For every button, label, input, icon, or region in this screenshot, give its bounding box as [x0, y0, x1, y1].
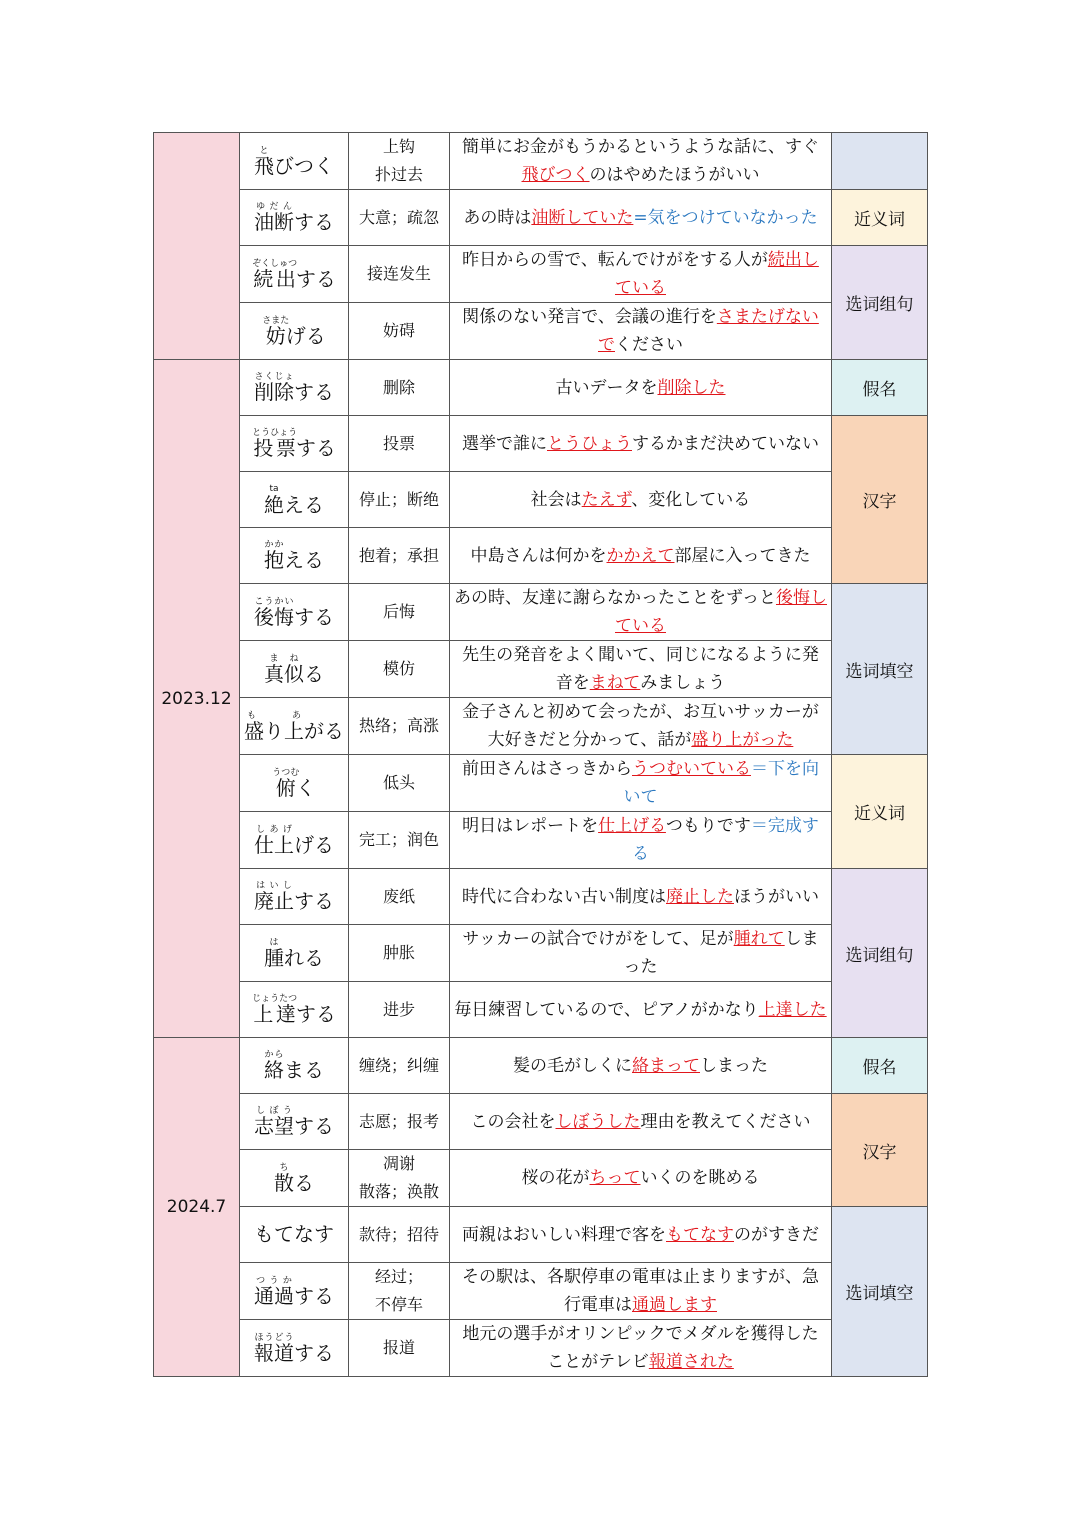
meaning-cell: [349, 1038, 450, 1094]
word-ruby: 後悔こうかい: [254, 596, 294, 629]
highlight-answer: 報道された: [648, 1352, 734, 1372]
word-ruby: 飛と: [254, 145, 274, 178]
sentence-cell: 先生の発音をよく聞いて、同じになるように発音をまねてみましょう: [450, 641, 832, 698]
word-cell: [240, 360, 349, 416]
meaning-cell: [349, 1320, 450, 1377]
meaning-text: 散落；涣散: [358, 1182, 439, 1201]
vocab-word: 後悔こうかいする: [254, 596, 334, 629]
furigana: さまた: [262, 315, 290, 326]
meaning-text: 抱着；承担: [358, 545, 439, 565]
furigana: さくじょ: [254, 372, 294, 382]
vocab-word: 腫はれる: [264, 937, 324, 970]
category-cell: 选词组句: [832, 869, 928, 1038]
highlight-answer: 絡まって: [632, 1055, 700, 1076]
sentence-cell: 社会はたえず、変化している: [450, 472, 832, 528]
sentence-cell: 古いデータを削除した: [450, 360, 832, 416]
meaning-text: 大意；疏忽: [358, 207, 439, 227]
vocab-word: 散ちる: [274, 1162, 314, 1195]
table-row: [154, 698, 928, 755]
meaning-text: 删除: [382, 377, 415, 397]
meaning-cell: [349, 812, 450, 869]
category-cell: 近义词: [832, 190, 928, 246]
category-cell: 选词填空: [832, 1207, 928, 1377]
meaning-cell: [349, 190, 450, 246]
vocab-word: 絶taえる: [264, 483, 324, 517]
highlight-answer: とうひょう: [547, 433, 632, 454]
vocab-word: 報道ほうどうする: [254, 1332, 334, 1365]
furigana: は: [264, 937, 284, 948]
word-cell: [240, 1207, 349, 1263]
date-cell: 2023.12: [154, 360, 240, 1038]
vocab-word: 志望しぼうする: [254, 1106, 334, 1138]
sentence-cell: 地元の選手がオリンピックでメダルを獲得したことがテレビ報道された: [450, 1320, 832, 1377]
meaning-text: 上钩: [382, 137, 415, 156]
meaning-cell: [349, 584, 450, 641]
category-cell: 假名: [832, 1038, 928, 1094]
highlight-answer: 油断していた: [531, 207, 634, 228]
table-row: [154, 584, 928, 641]
furigana: じょうたつ: [252, 994, 298, 1004]
word-ruby: 真似まね: [264, 653, 304, 686]
table-row: [154, 1263, 928, 1320]
meaning-text: 凋谢: [382, 1154, 415, 1173]
synonym-note: ＝下を向いて: [623, 759, 819, 807]
category-cell-empty: [832, 133, 928, 190]
sentence-cell: 時代に合わない古い制度は廃止したほうがいい: [450, 869, 832, 925]
sentence-cell: その駅は、各駅停車の電車は止まりますが、急行電車は通過します: [450, 1263, 832, 1320]
meaning-text: 模仿: [382, 659, 415, 678]
meaning-cell: [349, 869, 450, 925]
word-ruby: 絶ta: [264, 483, 284, 517]
word-cell: [240, 416, 349, 472]
table-row: [154, 1207, 928, 1263]
word-ruby: 腫は: [264, 937, 284, 970]
vocab-word: 盛り上も あがる: [244, 710, 344, 743]
word-cell: [240, 1094, 349, 1150]
date-cell: [154, 133, 240, 360]
furigana: はいし: [254, 881, 294, 891]
meaning-text: 完工；润色: [358, 830, 439, 849]
word-cell: [240, 303, 349, 360]
meaning-text: 肿胀: [382, 943, 415, 962]
furigana: ぞくしゅつ: [252, 258, 298, 269]
highlight-answer: 廃止した: [666, 886, 734, 907]
table-row: [154, 869, 928, 925]
word-cell: [240, 133, 349, 190]
word-cell: [240, 925, 349, 982]
meaning-cell: [349, 1263, 450, 1320]
table-row: [154, 190, 928, 246]
furigana: まね: [264, 653, 304, 664]
meaning-text: 低头: [382, 773, 415, 792]
meaning-text: 后悔: [382, 602, 415, 621]
meaning-cell: [349, 698, 450, 755]
word-ruby: 絡から: [264, 1050, 284, 1082]
word-cell: [240, 641, 349, 698]
vocab-word: 削除さくじょする: [254, 372, 334, 404]
meaning-cell: [349, 133, 450, 190]
sentence-cell: 明日はレポートを仕上げるつもりです＝完成する: [450, 812, 832, 869]
highlight-answer: うつむいている: [632, 759, 751, 779]
vocab-word: 俯うつむく: [272, 767, 316, 800]
sentence-cell: この会社をしぼうした理由を教えてください: [450, 1094, 832, 1150]
word-ruby: 通過つうか: [254, 1275, 294, 1308]
vocab-word: 真似まねる: [264, 653, 324, 686]
meaning-text: 妨碍: [382, 321, 415, 340]
vocab-word: 廃止はいしする: [254, 881, 334, 913]
highlight-answer: 続出している: [615, 250, 819, 298]
sentence-cell: 中島さんは何かをかかえて部屋に入ってきた: [450, 528, 832, 584]
word-cell: [240, 812, 349, 869]
word-cell: [240, 982, 349, 1038]
word-ruby: 仕上しあげ: [254, 824, 294, 857]
highlight-answer: 後悔している: [615, 588, 827, 636]
furigana: しぼう: [254, 1106, 294, 1116]
word-ruby: 油断ゆだん: [254, 202, 294, 234]
meaning-text: 经过；: [374, 1267, 423, 1286]
word-ruby: 削除さくじょ: [254, 372, 294, 404]
word-ruby: 投票とうひょう: [252, 428, 298, 460]
furigana: とうひょう: [252, 428, 298, 438]
sentence-cell: あの時、友達に謝らなかったことをずっと後悔している: [450, 584, 832, 641]
vocab-word: 続出ぞくしゅつする: [252, 258, 336, 291]
vocab-word: 飛とびつく: [254, 145, 334, 178]
furigana: しあげ: [254, 824, 294, 835]
highlight-answer: しぼうした: [555, 1111, 641, 1132]
word-cell: [240, 1320, 349, 1377]
vocab-word: 投票とうひょうする: [252, 428, 336, 460]
category-cell: 选词组句: [832, 246, 928, 360]
meaning-cell: [349, 641, 450, 698]
furigana: と: [254, 145, 274, 156]
category-cell: 选词填空: [832, 584, 928, 755]
highlight-answer: 通過します: [632, 1295, 717, 1315]
meaning-cell: [349, 303, 450, 360]
word-ruby: 盛り上も あ: [244, 710, 304, 743]
highlight-answer: さまたげないで: [598, 307, 819, 355]
meaning-cell: [349, 246, 450, 303]
highlight-answer: 腫れて: [733, 929, 785, 949]
vocab-word: 抱かかえる: [264, 540, 324, 572]
furigana: ta: [264, 483, 284, 494]
meaning-cell: [349, 360, 450, 416]
table-row: [154, 360, 928, 416]
furigana: かか: [264, 540, 284, 550]
meaning-cell: [349, 982, 450, 1038]
highlight-answer: 仕上げる: [598, 816, 666, 836]
highlight-answer: 削除した: [657, 377, 726, 398]
word-ruby: 俯うつむ: [272, 767, 300, 800]
sentence-cell: 髪の毛がしくに絡まってしまった: [450, 1038, 832, 1094]
date-cell: 2024.7: [154, 1038, 240, 1377]
meaning-cell: [349, 472, 450, 528]
highlight-answer: かかえて: [606, 545, 675, 566]
table-row: [154, 528, 928, 584]
meaning-text: 进步: [382, 999, 415, 1019]
meaning-text: 款待；招待: [358, 1224, 439, 1244]
vocab-word: 油断ゆだんする: [254, 202, 334, 234]
meaning-cell: [349, 925, 450, 982]
vocab-word: 通過つうかする: [254, 1275, 334, 1308]
word-ruby: 報道ほうどう: [254, 1332, 294, 1365]
table-row: [154, 641, 928, 698]
word-cell: [240, 584, 349, 641]
table-row: [154, 982, 928, 1038]
category-cell: 假名: [832, 360, 928, 416]
table-row: [154, 1150, 928, 1207]
vocab-word: 仕上しあげげる: [254, 824, 334, 857]
highlight-answer: ちって: [589, 1168, 641, 1188]
sentence-cell: サッカーの試合でけがをして、足が腫れてしまった: [450, 925, 832, 982]
furigana: うつむ: [272, 767, 300, 778]
sentence-cell: 関係のない発言で、会議の進行をさまたげないでください: [450, 303, 832, 360]
meaning-cell: [349, 1094, 450, 1150]
word-cell: [240, 528, 349, 584]
furigana: から: [264, 1050, 284, 1060]
table-row: [154, 246, 928, 303]
meaning-cell: [349, 1207, 450, 1263]
word-cell: [240, 1150, 349, 1207]
category-cell: 汉字: [832, 416, 928, 584]
furigana: ゆだん: [254, 202, 294, 212]
word-ruby: 散ち: [274, 1162, 294, 1195]
meaning-text: 扑过去: [374, 165, 423, 184]
table-row: [154, 133, 928, 190]
highlight-answer: 上達した: [758, 999, 827, 1020]
category-cell: 汉字: [832, 1094, 928, 1207]
word-cell: [240, 869, 349, 925]
word-cell: [240, 246, 349, 303]
word-cell: [240, 190, 349, 246]
word-ruby: 妨さまた: [262, 315, 290, 348]
table-row: [154, 303, 928, 360]
table-row: [154, 472, 928, 528]
vocab-word: 妨さまたげる: [262, 315, 326, 348]
category-cell: 近义词: [832, 755, 928, 869]
sentence-cell: 簡単にお金がもうかるというような話に、すぐ飛びつくのはやめたほうがいい: [450, 133, 832, 190]
meaning-text: 不停车: [374, 1295, 423, 1314]
word-ruby: 上達じょうたつ: [252, 994, 298, 1026]
word-cell: [240, 1263, 349, 1320]
highlight-answer: たえず: [581, 489, 632, 510]
furigana: ほうどう: [254, 1332, 294, 1343]
word-cell: [240, 472, 349, 528]
word-ruby: 抱かか: [264, 540, 284, 572]
meaning-text: 投票: [382, 433, 415, 453]
sentence-cell: 両親はおいしい料理で客をもてなすのがすきだ: [450, 1207, 832, 1263]
table-row: [154, 925, 928, 982]
meaning-cell: [349, 528, 450, 584]
word-ruby: 続出ぞくしゅつ: [252, 258, 298, 291]
meaning-text: 接连发生: [366, 264, 431, 283]
meaning-text: 停止；断绝: [358, 489, 439, 509]
sentence-cell: 桜の花がちっていくのを眺める: [450, 1150, 832, 1207]
sentence-cell: 選挙で誰にとうひょうするかまだ決めていない: [450, 416, 832, 472]
meaning-cell: [349, 755, 450, 812]
meaning-text: 废纸: [382, 886, 415, 906]
word-cell: [240, 698, 349, 755]
meaning-cell: [349, 416, 450, 472]
furigana: こうかい: [254, 596, 294, 607]
furigana: つうか: [254, 1275, 294, 1286]
synonym-note: ＝完成する: [632, 816, 819, 864]
table-row: [154, 1320, 928, 1377]
table-row: [154, 416, 928, 472]
furigana: も あ: [244, 710, 304, 721]
table-row: [154, 755, 928, 812]
furigana: ち: [274, 1162, 294, 1173]
meaning-text: 志愿；报考: [358, 1111, 439, 1131]
word-cell: [240, 1038, 349, 1094]
sentence-cell: 毎日練習しているので、ピアノがかなり上達した: [450, 982, 832, 1038]
synonym-note: =気をつけていなかった: [633, 207, 818, 228]
highlight-answer: まねて: [589, 673, 641, 693]
highlight-answer: 盛り上がった: [691, 730, 794, 750]
sentence-cell: 前田さんはさっきからうつむいている＝下を向いて: [450, 755, 832, 812]
vocabulary-table: [153, 132, 928, 1377]
table-row: [154, 812, 928, 869]
sentence-cell: あの時は油断していた=気をつけていなかった: [450, 190, 832, 246]
meaning-cell: [349, 1150, 450, 1207]
table-row: [154, 1094, 928, 1150]
word-cell: [240, 755, 349, 812]
sentence-cell: 金子さんと初めて会ったが、お互いサッカーが大好きだと分かって、話が盛り上がった: [450, 698, 832, 755]
sentence-cell: 昨日からの雪で、転んでけがをする人が続出している: [450, 246, 832, 303]
meaning-text: 报道: [382, 1338, 415, 1357]
vocab-word: 絡からまる: [264, 1050, 324, 1082]
highlight-answer: もてなす: [666, 1224, 734, 1245]
word-ruby: 志望しぼう: [254, 1106, 294, 1138]
meaning-text: 缠绕；纠缠: [358, 1055, 439, 1075]
highlight-answer: 飛びつく: [521, 165, 590, 185]
vocab-word: もてなす: [254, 1222, 334, 1246]
meaning-text: 热络；高涨: [358, 716, 439, 735]
table-row: [154, 1038, 928, 1094]
word-ruby: 廃止はいし: [254, 881, 294, 913]
vocab-word: 上達じょうたつする: [252, 994, 336, 1026]
